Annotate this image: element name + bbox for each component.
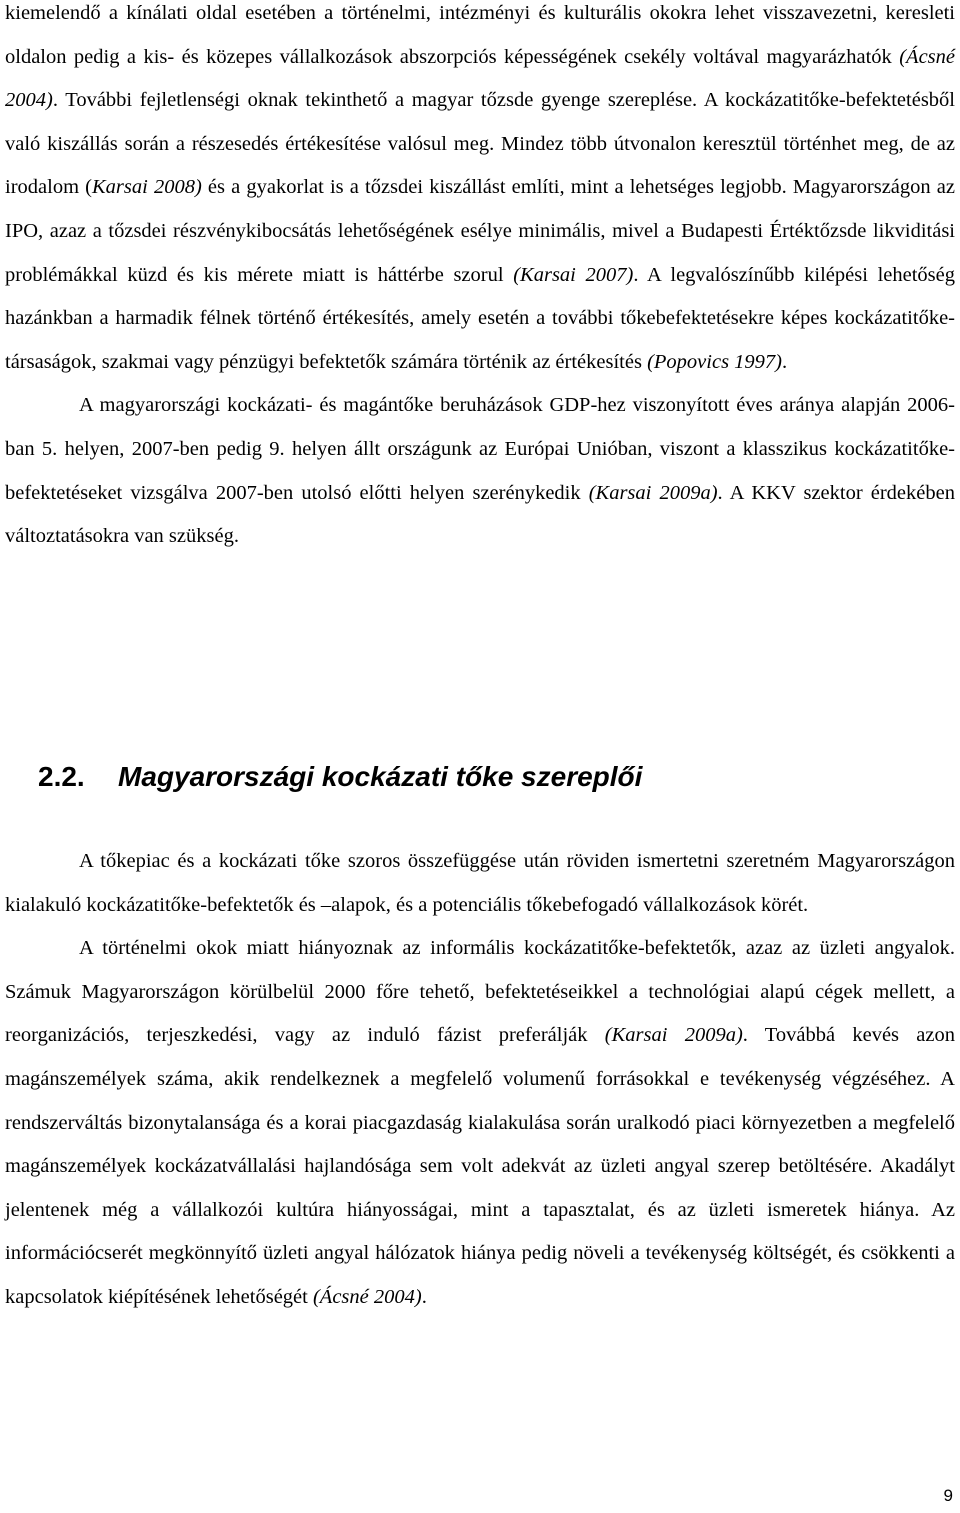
body-text: . A legvalószínűbb kilépési lehetőség hazánkban a harmadik félnek történő értékesítés, amely esetén a további tőkebefektetésekre képes kockázatitőke-társaságok, szakmai vagy pénzügyi befektetők számára történik az értékesítés	[5, 263, 955, 373]
body-text: .	[782, 350, 788, 373]
body-text: . További fejletlenségi oknak tekinthető a magyar tőzsde gyenge szereplése. A kockázatitőke-befektetésből való kiszállás során a részesedés értékesítése valósul meg. Mindez több útvonalon keresztül történhet meg, de az irodalom (	[5, 89, 955, 199]
top-text-block	[5, 0, 955, 559]
paragraph-continuation	[5, 0, 955, 384]
paragraph-gdp-ranking	[5, 384, 955, 558]
paragraph-intro	[5, 840, 955, 927]
body-text: és a gyakorlat is a tőzsdei kiszállást említi, mint a lehetséges legjobb. Magyarországon az IPO, azaz a tőzsdei részvénykibocsátás lehetőségének esélye minimális, mivel a Budapesti Értéktőzsde likviditási problémákkal küzd és kis mérete miatt is háttérbe szorul	[5, 176, 955, 286]
citation-text: (Karsai 2009a)	[604, 1024, 743, 1047]
paragraph-business-angels	[5, 927, 955, 1319]
citation-text: (Karsai 2007)	[513, 263, 634, 286]
section-number: 2.2.	[38, 761, 85, 792]
citation-text: (Popovics 1997)	[647, 350, 782, 373]
body-text: . Továbbá kevés azon magánszemélyek száma, akik rendelkeznek a megfelelő volumenű forrásokkal e tevékenység végzéséhez. A rendszerváltás bizonytalansága és a korai piacgazdaság kialakulása során uralkodó piaci környezetben a megfelelő magánszemélyek kockázatvállalási hajlandósága sem volt adekvát az üzleti angyal szerep betöltésére. Akadályt jelentenek még a vállalkozói kultúra hiányosságai, mint a tapasztalat, és az üzleti ismeretek hiánya. Az információcserét megkönnyítő üzleti angyal hálózatok hiánya pedig növeli a tevékenység költségét, és csökkenti a kapcsolatok kiépítésének lehetőségét	[5, 1024, 955, 1308]
body-text: kiemelendő a kínálati oldal esetében a történelmi, intézményi és kulturális okokra lehet visszavezetni, keresleti oldalon pedig a kis- és közepes vállalkozások abszorpciós képességének csekély voltával magyarázhatók	[5, 2, 955, 68]
body-text: A tőkepiac és a kockázati tőke szoros összefüggése után röviden ismertetni szeretném Magyarországon kialakuló kockázatitőke-befektetők és –alapok, és a potenciális tőkebefogadó vállalkozások körét.	[5, 850, 955, 916]
body-text: . A KKV szektor érdekében változtatásokra van szükség.	[5, 481, 955, 548]
citation-text: Karsai 2008)	[91, 176, 202, 199]
bottom-text-block	[5, 840, 955, 1320]
citation-text: (Karsai 2009a)	[588, 481, 718, 504]
body-text: A magyarországi kockázati- és magántőke beruházások GDP-hez viszonyított éves aránya alapján 2006-ban 5. helyen, 2007-ben pedig 9. helyen állt országunk az Európai Unióban, viszont a klasszikus kockázatitőke-befektetéseket vizsgálva 2007-ben utolsó előtti helyen szerénykedik	[5, 394, 955, 504]
body-text: .	[421, 1285, 427, 1308]
section-heading	[38, 757, 642, 797]
section-title: Magyarországi kockázati tőke szereplői	[118, 761, 643, 792]
body-text: A történelmi okok miatt hiányoznak az informális kockázatitőke-befektetők, azaz az üzleti angyalok. Számuk Magyarországon körülbelül 2000 főre tehető, befektetéseikkel a technológiai alapú cégek mellett, a reorganizációs, terjeszkedési, vagy az induló fázist preferálják	[5, 937, 955, 1047]
page-number: 9	[943, 1486, 953, 1505]
citation-text: (Ácsné 2004)	[312, 1285, 422, 1308]
citation-text: (Ácsné 2004)	[5, 45, 955, 112]
